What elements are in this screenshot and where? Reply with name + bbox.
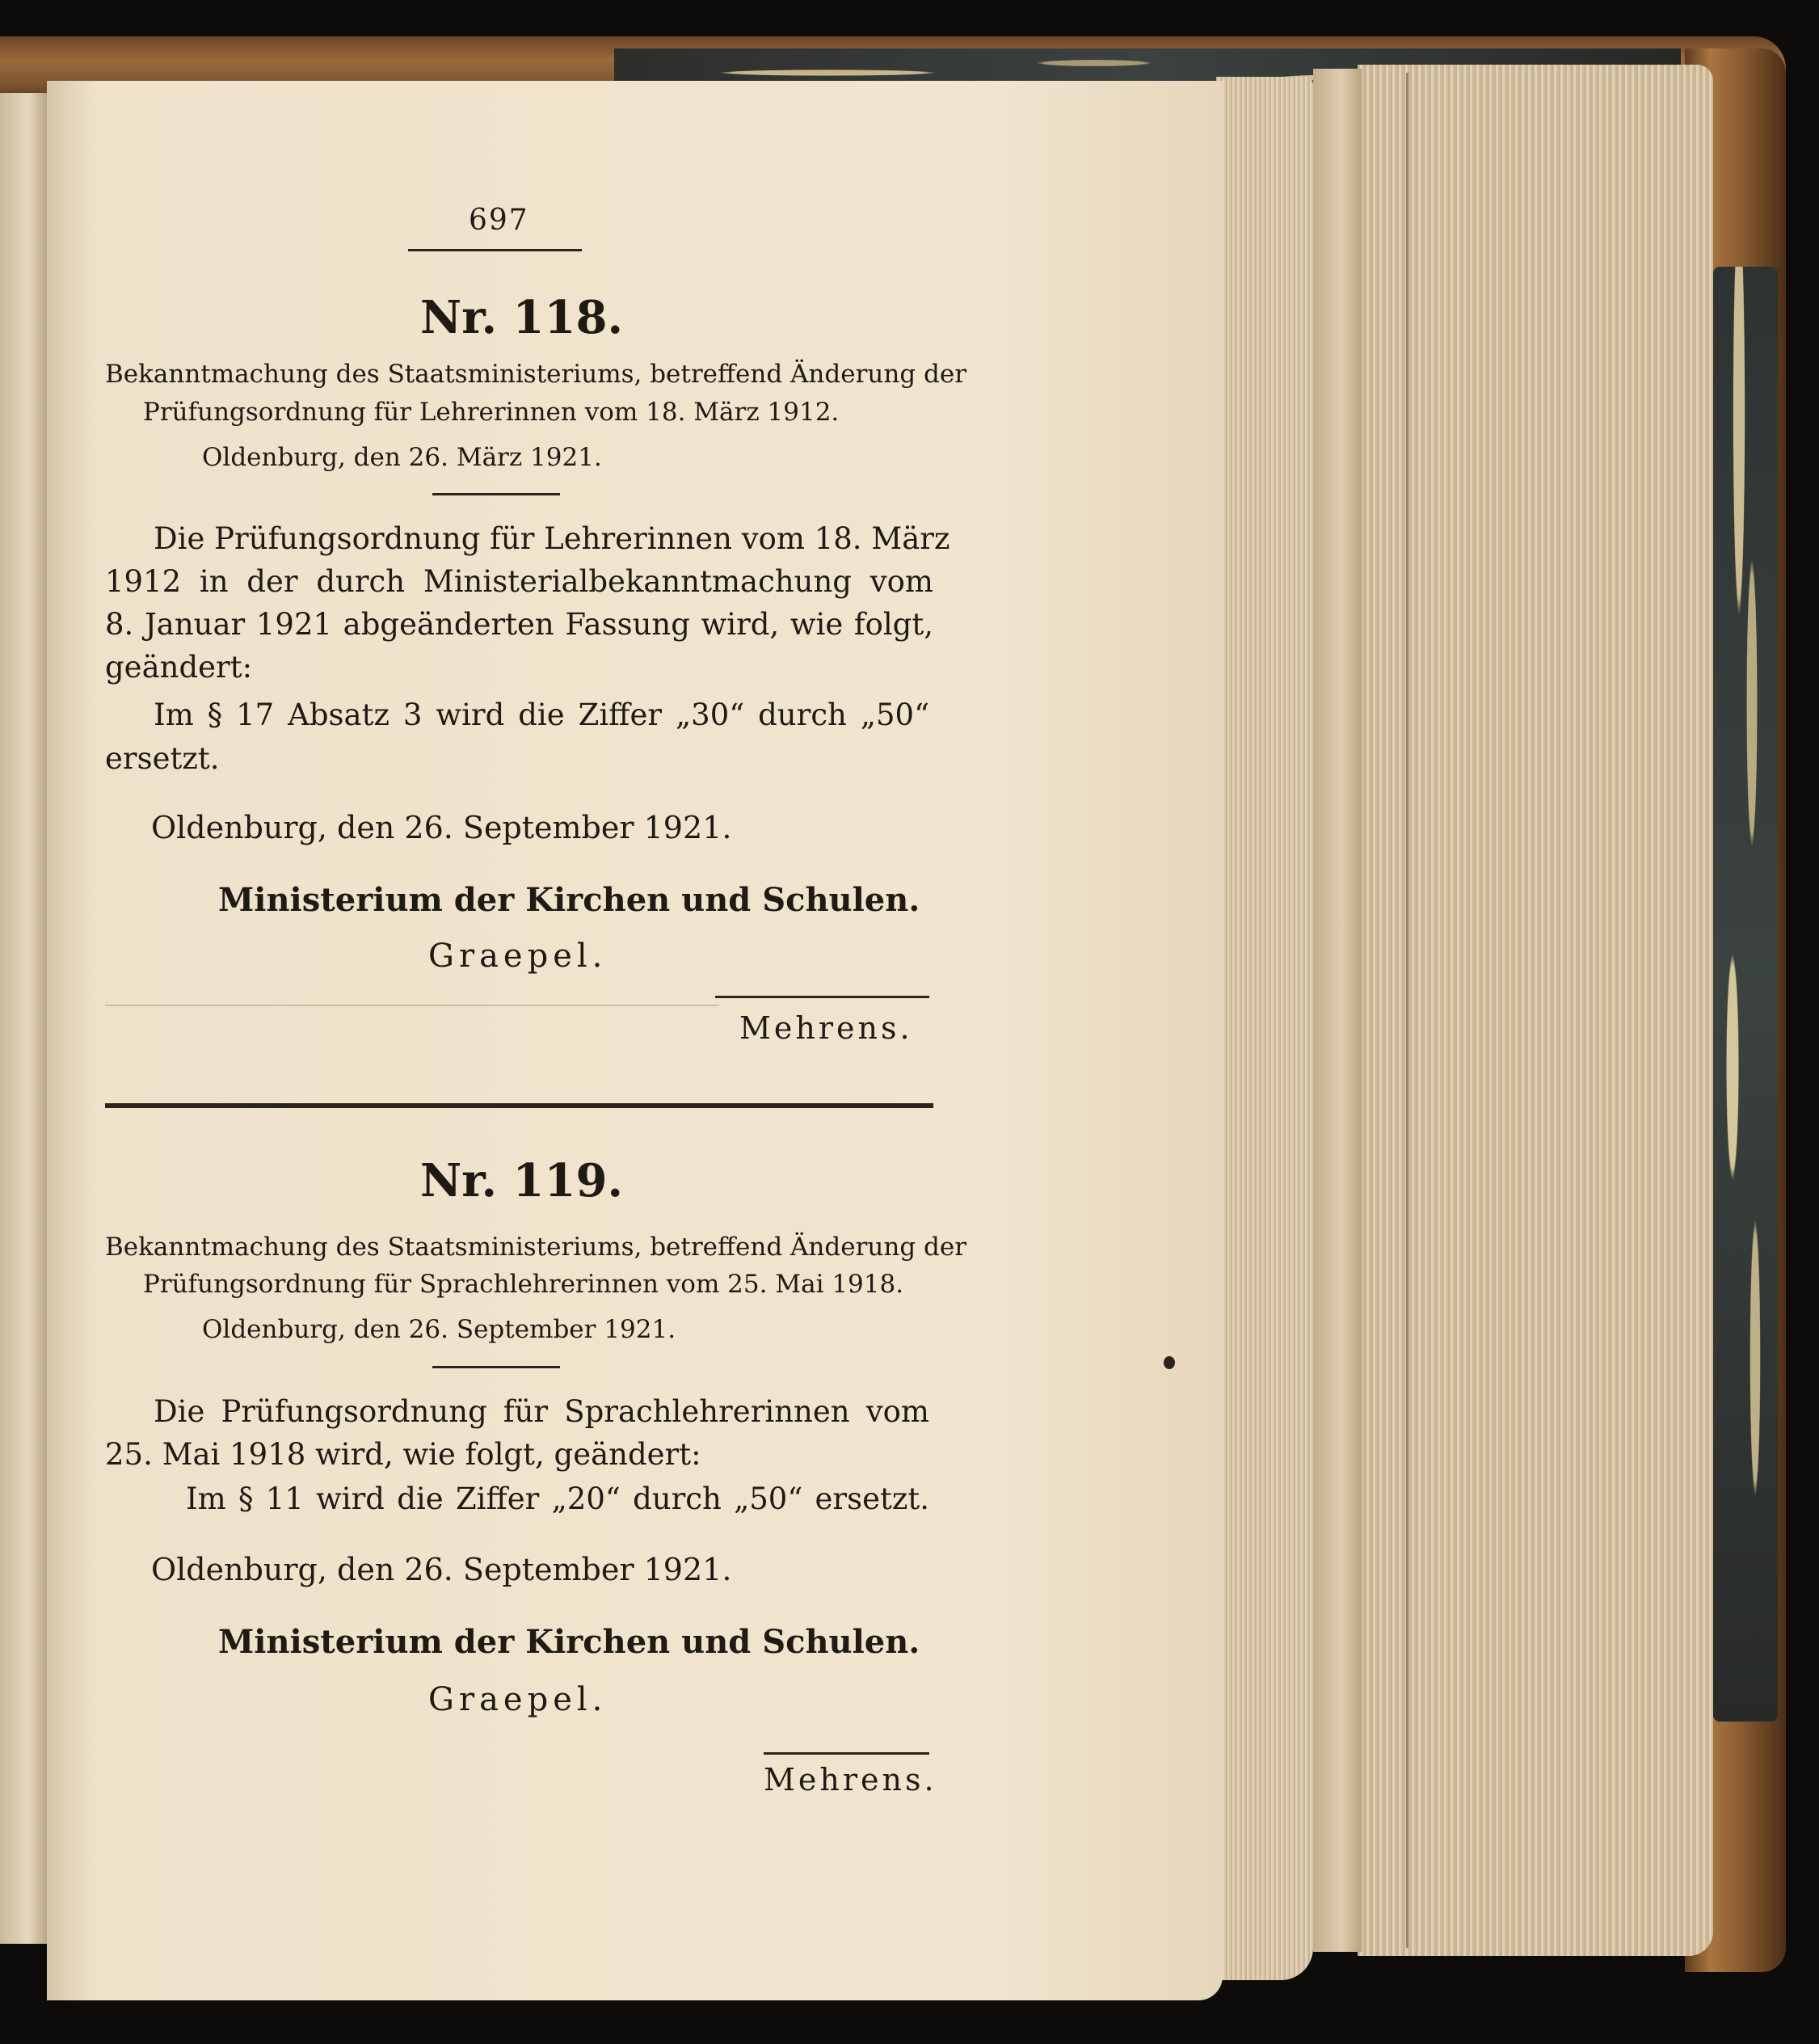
page-stack-edges: [1358, 65, 1713, 1956]
signer: Graepel.: [428, 1681, 608, 1718]
notice-heading: Nr. 119.: [420, 1154, 623, 1207]
page-stack-shadow: [1406, 73, 1408, 1948]
signer: Graepel.: [428, 938, 608, 975]
notice-separator-rule: [105, 1103, 933, 1108]
page-number: 697: [469, 204, 529, 237]
body-line: 1912 in der durch Ministerialbekanntmachung vom: [105, 564, 933, 599]
notice-subject-line: Bekanntmachung des Staatsministeriums, betreffend Änderung der: [105, 360, 967, 389]
page-number-rule: [408, 249, 582, 251]
body-line: ersetzt.: [105, 741, 220, 776]
body-line: geändert:: [105, 650, 253, 685]
section-rule: [432, 1366, 560, 1368]
notice-dateline: Oldenburg, den 26. September 1921.: [202, 1315, 676, 1344]
body-line: 8. Januar 1921 abgeänderten Fassung wird, wie folgt,: [105, 607, 933, 642]
previous-page-edge: [0, 93, 47, 1944]
body-line: Im § 17 Absatz 3 wird die Ziffer „30“ durch „50“: [154, 697, 929, 732]
notice-subject-line: Prüfungsordnung für Lehrerinnen vom 18. März 1912.: [143, 398, 840, 427]
signature-rule: [715, 996, 929, 998]
page-stack-near: [1216, 77, 1313, 1980]
marbled-board-right: [1713, 267, 1778, 1722]
notice-subject-line: Bekanntmachung des Staatsministeriums, betreffend Änderung der: [105, 1233, 967, 1262]
notice-subject-line: Prüfungsordnung für Sprachlehrerinnen vom 25. Mai 1918.: [143, 1270, 904, 1299]
body-line: 25. Mai 1918 wird, wie folgt, geändert:: [105, 1437, 701, 1472]
body-line: Die Prüfungsordnung für Lehrerinnen vom 18. März: [154, 521, 950, 556]
place-date: Oldenburg, den 26. September 1921.: [151, 810, 732, 845]
notice-dateline: Oldenburg, den 26. März 1921.: [202, 443, 602, 472]
place-date: Oldenburg, den 26. September 1921.: [151, 1552, 732, 1587]
ministry-name: Ministerium der Kirchen und Schulen.: [218, 1623, 920, 1661]
notice-heading: Nr. 118.: [420, 291, 623, 344]
body-line: Im § 11 wird die Ziffer „20“ durch „50“ ersetzt.: [186, 1481, 929, 1516]
ink-spot: [1164, 1356, 1175, 1369]
page-stack-gutter: [1313, 69, 1362, 1952]
body-line: Die Prüfungsordnung für Sprachlehrerinnen vom: [154, 1394, 929, 1429]
section-rule: [432, 493, 560, 495]
cosigner: Mehrens.: [764, 1762, 937, 1797]
faint-rule: [105, 1005, 719, 1006]
signature-rule: [764, 1752, 929, 1755]
cosigner: Mehrens.: [739, 1010, 913, 1046]
ministry-name: Ministerium der Kirchen und Schulen.: [218, 881, 920, 919]
